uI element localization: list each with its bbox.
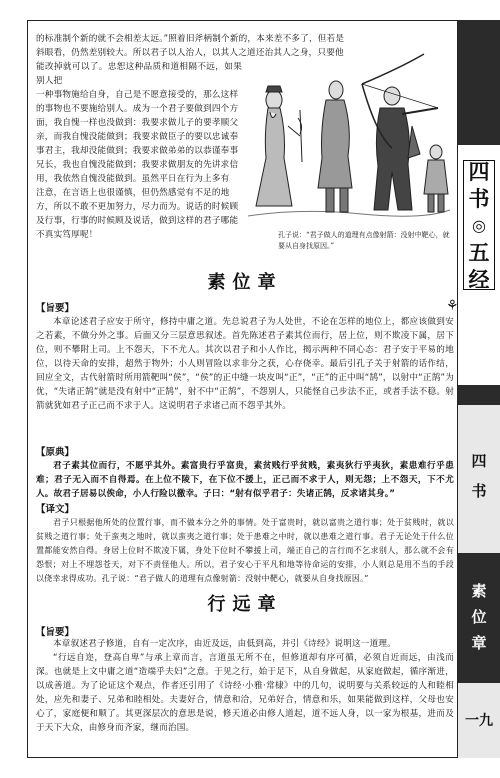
part-label-char: 书 xyxy=(471,482,487,500)
text-line: 注意，在言语上也很谨慎，但仍然感觉有不足的地 xyxy=(36,188,230,198)
original-text xyxy=(36,459,454,501)
translation-label: 【译文】 xyxy=(36,504,75,515)
text-line: 兄长，我也自愧没能做到；我要求做朋友的先讲求信 xyxy=(36,160,239,170)
sidebar-divider xyxy=(458,385,500,405)
ornament-icon: ⚘ xyxy=(446,298,459,314)
translation-text xyxy=(36,516,454,586)
text-line: 一种事物施给自身，自己是不愿意接受的，那么这样 xyxy=(36,90,239,100)
section-title: 行远章 xyxy=(207,594,283,615)
text-line: 亲，而我自愧没能做到；我要求做臣子的要以忠诚奉 xyxy=(36,132,239,142)
book-title-char: ◎ xyxy=(472,215,486,235)
part-label-char: 四 xyxy=(471,452,487,470)
text-line: 不真实笃厚呢！ xyxy=(36,230,98,240)
summary-paragraph: 本章叙述君子修道，自有一定次序，由近及远，由低到高，并引《诗经》说明这一道理。 xyxy=(53,639,396,649)
book-title-box xyxy=(463,160,495,290)
original-label: 【原典】 xyxy=(36,447,75,458)
text-line: 能改掉就可以了。忠恕这种品质和道相隔不远，如果别人把 xyxy=(36,62,242,86)
book-title-char: 经 xyxy=(468,266,490,292)
sidebar-chapter-tab xyxy=(458,553,500,683)
summary-label: 【旨要】 xyxy=(36,627,75,638)
translation-paragraph: 君子只根据他所处的位置行事，而不做本分之外的事情。处于富贵时，就以富贵之道行事；处于贫贱时，就以贫贱之道行事；处于蛮夷之地时，就以蛮夷之道行事；处于患难之中时，就以患难之道行事。君子无论处于什么位置都能安然自得。身居上位时不欺凌下属，身处下位时不攀援上司，端正自己的言行而不乞求别人，那么就不会有怨恨；对上不埋怨苍天，对下不责怪他人。所以，君子安心于平凡和地等待命运的安排，小人则总是用不当的手段以侥幸求得成功。孔子说：“君子做人的道理有点像射箭：没射中靶心，就要从自身找原因。” xyxy=(36,518,454,583)
text-line: 用，我依然自愧没能做到。虽然平日在行为上多有 xyxy=(36,174,230,184)
text-line: 面，我自愧一样也没做到：我要求做儿子的要孝顺父 xyxy=(36,118,239,128)
text-line: 事君主，我却没能做到；我要求做弟弟的以恭谨奉事 xyxy=(36,146,239,156)
original-paragraph: 君子素其位而行，不愿乎其外。素富贵行乎富贵，素贫贱行乎贫贱，素夷狄行乎夷狄，素患难行乎患难；君子无入而不自得焉。在上位不陵下，在下位不援上，正己而不求于人，则无怨；上不怨天，下不尤人。故君子居易以俟命，小人行险以徼幸。子曰：“射有似乎君子：失诸正鹄，反求诸其身。” xyxy=(36,461,454,499)
summary-label: 【旨要】 xyxy=(36,303,75,314)
text-line: 斜眼看，仍然差别较大。所以君子以人治人，以其人之道还治其人之身，只要他 xyxy=(36,48,344,58)
text-line: 的标准制个新的就不会相差太远。”照着旧斧柄制个新的，本来差不多了，但若是 xyxy=(36,34,345,44)
chapter-label-char: 位 xyxy=(471,608,487,626)
summary-text xyxy=(36,637,454,735)
text-line: 及行事，行事的时候顾及说话，做到这样的君子哪能 xyxy=(36,216,239,226)
sidebar xyxy=(458,20,500,758)
text-line: 的事物也不要施给别人。成为一个君子要做到四个方 xyxy=(36,104,239,114)
book-title-char: 五 xyxy=(468,239,490,265)
continued-paragraph xyxy=(36,46,344,242)
book-title-char: 书 xyxy=(468,185,490,211)
text-line: 方，所以不敢不更加努力，尽力而为。说话的时候顾 xyxy=(36,202,239,212)
sidebar-dark-top xyxy=(458,20,500,145)
summary-paragraph: 本章论述君子应安于所守，修持中庸之道。先总说君子为人处世，不论在怎样的地位上，都应该做到安之若素，不做分外之事。后面又分三层意思叙述。首先陈述君子素其位而行，居上位，则不欺凌下属，居下位，则不攀附上司。上不怨天，下不尤人。其次以君子和小人作比，揭示两种不同心态：君子安于平易的地位，以待天命的安排，超然于物外；小人则冒险以求非分之获，心存侥幸。最后引孔子关于射箭的话作结，回应全文，古代射箭时所用箭靶叫“侯”，“侯”的正中缝一块皮叫“正”，“正”的正中叫“鹄”，以射中“正鹄”为优，“失诸正鹄”就是没有射中“正鹄”，射不中“正鹄”，不怨别人，只能怪自己步法不正，或者手法不稳。射箭就犹如君子正己而不求于人。这说明君子求诸己而不怨乎其外。 xyxy=(36,317,454,411)
sidebar-page-tab xyxy=(458,683,500,758)
confucius-archery-illustration xyxy=(242,38,454,226)
page-number: 一九 xyxy=(465,713,493,729)
summary-text xyxy=(36,315,454,413)
sidebar-part-tab xyxy=(458,405,500,553)
illustration-caption: 孔子说：“君子做人的道理有点像射箭：没射中靶心，就要从自身找原因。” xyxy=(278,231,450,250)
book-title-char: 四 xyxy=(468,158,490,184)
chapter-label-char: 章 xyxy=(471,634,487,652)
section-title: 素位章 xyxy=(207,272,283,293)
chapter-label-char: 素 xyxy=(471,582,487,600)
summary-paragraph: “行远自迩，登高自卑”与承上章而言，言道虽无所不在，但修道却有序可循，必须自近而远，由浅而深。也就是上文中庸之道“造端乎夫妇”之意。于见之行，始于足下，从自身做起，从家庭做起，循序渐进，以成善道。为了论证这个观点，作者还引用了《诗经·小雅·常棣》中的几句，说明要与关系较远的人和睦相处，应先和妻子、兄弟和睦相处。夫妻好合，情意和洽，兄弟好合，情意和乐，如果能做到这样，父母也安心了，家庭便和顺了。其更深层次的意思是说，修天道必由修人道起，道不远人身，以一家为根基，进而及于天下大众，由修身而齐家，继而治国。 xyxy=(36,653,454,733)
main-content xyxy=(36,30,459,750)
